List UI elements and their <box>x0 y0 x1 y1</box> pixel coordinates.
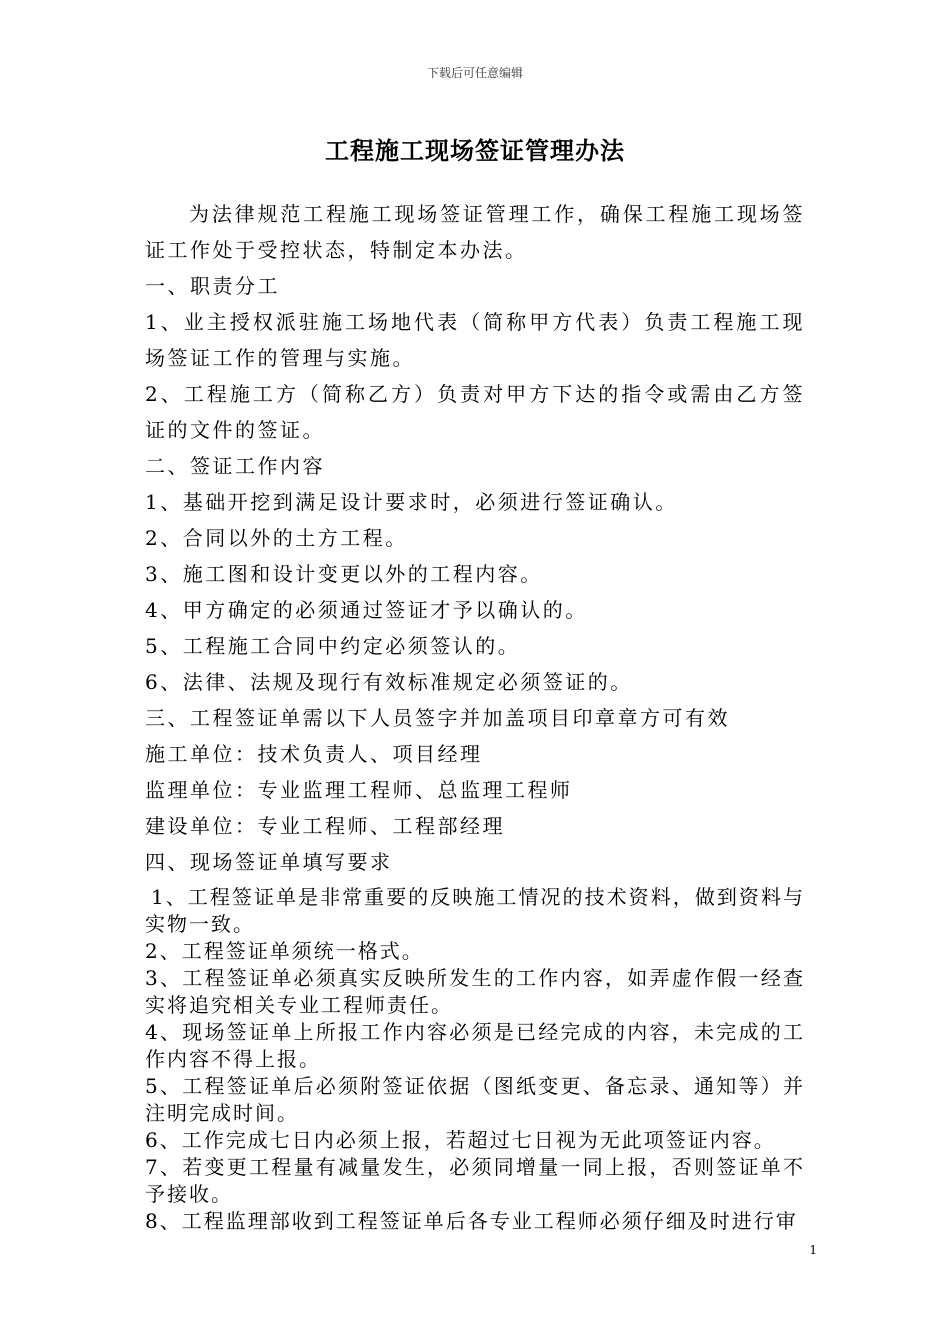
document-body <box>145 196 805 1235</box>
requirement-item: 8、工程监理部收到工程签证单后各专业工程师必须仔细及时进行审 <box>145 1209 798 1233</box>
document-title: 工程施工现场签证管理办法 <box>325 136 625 165</box>
page-number: 1 <box>809 1243 817 1257</box>
signatory-line: 监理单位：专业监理工程师、总监理工程师 <box>145 778 573 802</box>
list-item: 1、基础开挖到满足设计要求时，必须进行签证确认。 <box>145 490 678 514</box>
requirement-item: 4、现场签证单上所报工作内容必须是已经完成的内容，未完成的工作内容不得上报。 <box>145 1020 805 1071</box>
requirement-item: 3、工程签证单必须真实反映所发生的工作内容，如弄虚作假一经查实将追究相关专业工程师责任。 <box>145 966 805 1017</box>
section-heading-signatures: 三、工程签证单需以下人员签字并加盖项目印章章方可有效 <box>145 706 730 730</box>
requirement-item: 1、工程签证单是非常重要的反映施工情况的技术资料，做到资料与实物一致。 <box>145 885 805 936</box>
signatory-line: 建设单位：专业工程师、工程部经理 <box>145 814 505 838</box>
list-item: 3、施工图和设计变更以外的工程内容。 <box>145 562 543 586</box>
list-item: 4、甲方确定的必须通过签证才予以确认的。 <box>145 598 588 622</box>
header-note: 下载后可任意编辑 <box>426 66 523 80</box>
signatory-line: 施工单位：技术负责人、项目经理 <box>145 742 483 766</box>
section-heading-responsibilities: 一、职责分工 <box>145 274 280 298</box>
intro-paragraph: 为法律规范工程施工现场签证管理工作，确保工程施工现场签证工作处于受控状态，特制定本办法。 <box>145 202 805 262</box>
paragraph: 1、业主授权派驻施工场地代表（简称甲方代表）负责工程施工现场签证工作的管理与实施。 <box>145 310 805 370</box>
list-item: 2、合同以外的土方工程。 <box>145 526 408 550</box>
requirement-item: 2、工程签证单须统一格式。 <box>145 939 424 963</box>
section-heading-requirements: 四、现场签证单填写要求 <box>145 850 393 874</box>
list-item: 5、工程施工合同中约定必须签认的。 <box>145 634 521 658</box>
paragraph: 2、工程施工方（简称乙方）负责对甲方下达的指令或需由乙方签证的文件的签证。 <box>145 382 805 442</box>
requirement-item: 5、工程签证单后必须附签证依据（图纸变更、备忘录、通知等）并注明完成时间。 <box>145 1074 805 1125</box>
list-item: 6、法律、法规及现行有效标准规定必须签证的。 <box>145 670 633 694</box>
requirements-list <box>145 884 805 1235</box>
requirement-item: 7、若变更工程量有减量发生，必须同增量一同上报，否则签证单不予接收。 <box>145 1155 805 1206</box>
requirement-item: 6、工作完成七日内必须上报，若超过七日视为无此项签证内容。 <box>145 1128 776 1152</box>
section-heading-content: 二、签证工作内容 <box>145 454 325 478</box>
